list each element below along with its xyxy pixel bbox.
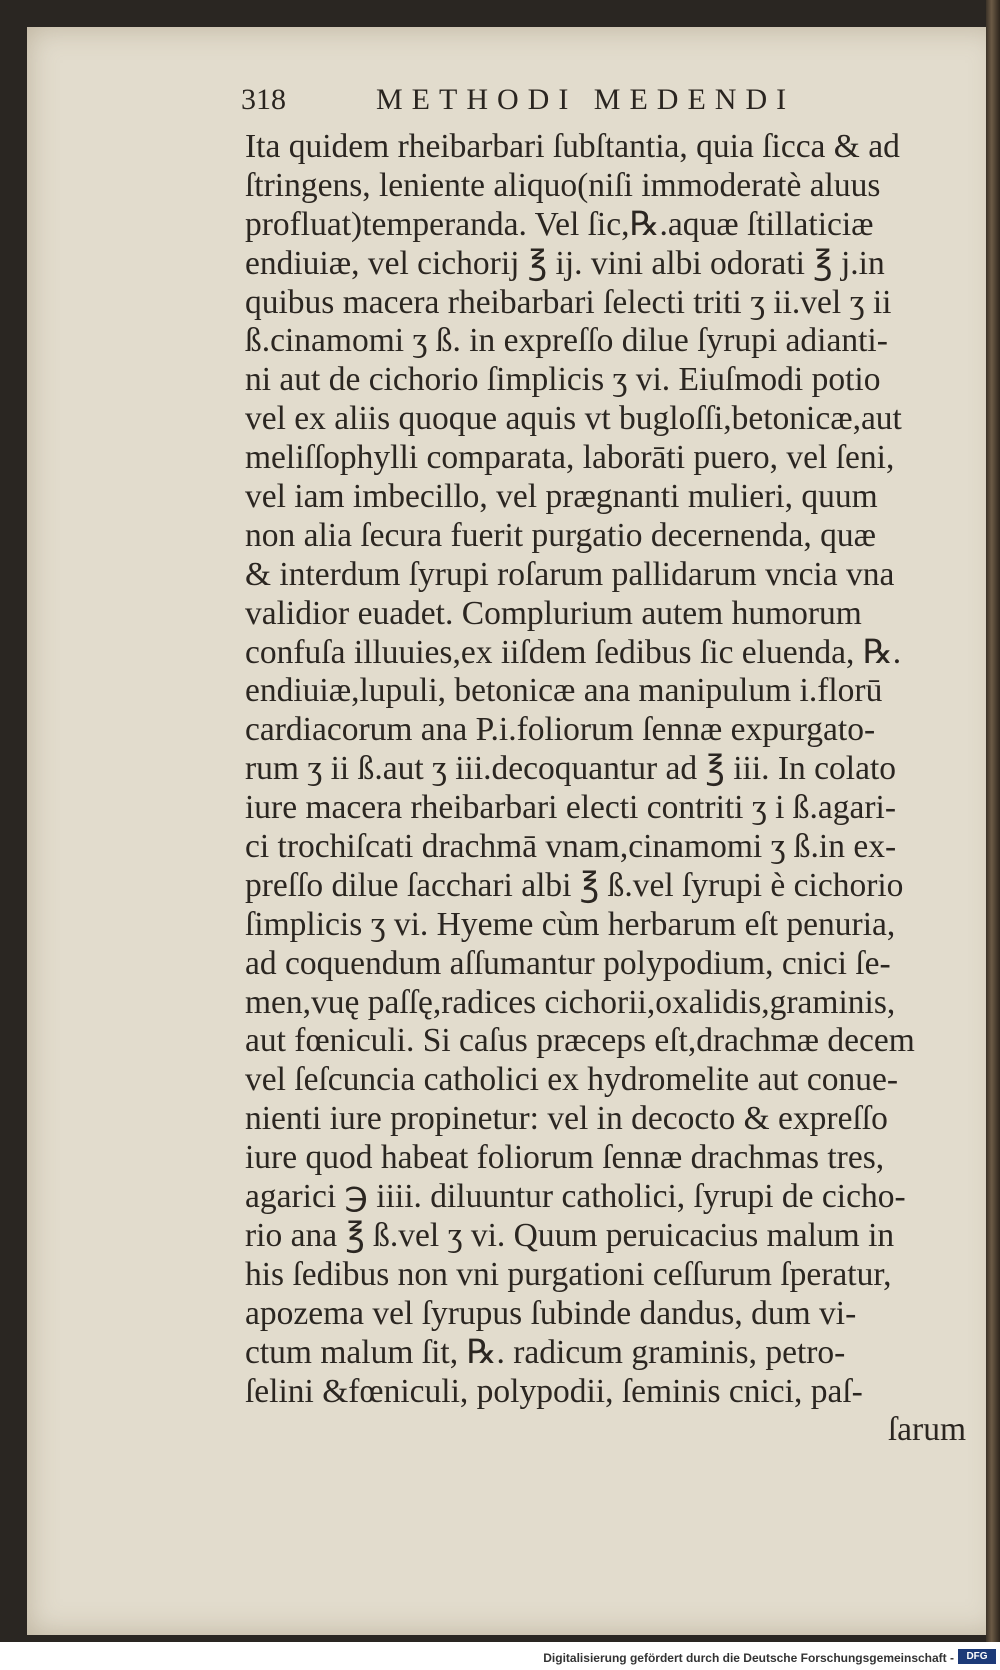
text-line: ß.cinamomi ʒ ß. in expreſſo dilue ſyrupi adianti- [245,322,888,360]
text-line: rum ʒ ii ß.aut ʒ iii.decoquantur ad ℥ iii. In colato [245,750,897,788]
text-line: apozema vel ſyrupus ſubinde dandus, dum vi- [245,1294,857,1332]
text-line: ſtringens, leniente aliquo(niſi immoderatè aluus [245,166,881,204]
text-line: iure quod habeat foliorum ſennæ drachmas tres, [245,1139,885,1177]
text-line: meliſſophylli comparata, laborāti puero, vel ſeni, [245,439,895,477]
text-line: men,vuę paſſę,radices cichorii,oxalidis,graminis, [245,983,896,1021]
text-line: ctum malum ſit, ℞. radicum graminis, petro- [245,1333,846,1371]
running-head: METHODI MEDENDI [376,83,796,116]
text-line: ni aut de cichorio ſimplicis ʒ vi. Eiuſmodi potio [245,361,881,399]
text-line: confuſa illuuies,ex iiſdem ſedibus ſic eluenda, ℞. [245,633,902,671]
text-line: nienti iure propinetur: vel in decocto & expreſſo [245,1100,888,1138]
text-line: aut fœniculi. Si caſus præceps eſt,drachmæ decem [245,1022,915,1060]
text-block [245,128,980,1450]
text-line: his ſedibus non vni purgationi ceſſurum ſperatur, [245,1255,892,1293]
page-header [241,83,981,127]
text-line: cardiacorum ana P.i.foliorum ſennæ expurgato- [245,711,876,749]
dfg-logo: DFG [958,1649,996,1664]
text-line: agarici ℈ iiii. diluuntur catholici, ſyrupi de cicho- [245,1178,906,1216]
text-line: ſarum [887,1411,966,1449]
text-line: Ita quidem rheibarbari ſubſtantia, quia ſicca & ad [245,128,900,165]
text-line: endiuiæ, vel cichorij ℥ ij. vini albi odorati ℥ j.in [245,244,885,282]
book-page-edge [986,0,1000,1642]
text-line: non alia ſecura fuerit purgatio decernenda, quæ [245,516,876,554]
text-line: ci trochiſcati drachmā vnam,cinamomi ʒ ß.in ex- [245,828,897,866]
text-line: endiuiæ,lupuli, betonicæ ana manipulum i.florū [245,672,883,710]
digitization-footer [0,1643,1000,1670]
text-line: ſimplicis ʒ vi. Hyeme cùm herbarum eſt penuria, [245,905,896,943]
text-line: preſſo dilue ſacchari albi ℥ ß.vel ſyrupi è cichorio [245,866,904,904]
text-line: validior euadet. Complurium autem humorum [245,594,862,632]
text-line: vel ex aliis quoque aquis vt bugloſſi,betonicæ,aut [245,400,902,438]
text-line: iure macera rheibarbari electi contriti ʒ i ß.agari- [245,789,897,827]
page-number: 318 [241,83,286,116]
text-line: ad coquendum aſſumantur polypodium, cnici ſe- [245,944,891,982]
text-line: rio ana ℥ ß.vel ʒ vi. Quum peruicacius malum in [245,1216,895,1254]
text-line: quibus macera rheibarbari ſelecti triti ʒ ii.vel ʒ ii [245,283,892,321]
footer-credit: Digitalisierung gefördert durch die Deutsche Forschungsgemeinschaft - [543,1651,954,1665]
text-line: profluat)temperanda. Vel ſic,℞.aquæ ſtillaticiæ [245,205,874,243]
text-line: vel iam imbecillo, vel prægnanti mulieri, quum [245,478,878,516]
text-line: & interdum ſyrupi roſarum pallidarum vncia vna [245,555,895,593]
text-line: ſelini &fœniculi, polypodii, ſeminis cnici, paſ- [245,1372,863,1410]
text-line: vel ſeſcuncia catholici ex hydromelite aut conue- [245,1061,898,1099]
